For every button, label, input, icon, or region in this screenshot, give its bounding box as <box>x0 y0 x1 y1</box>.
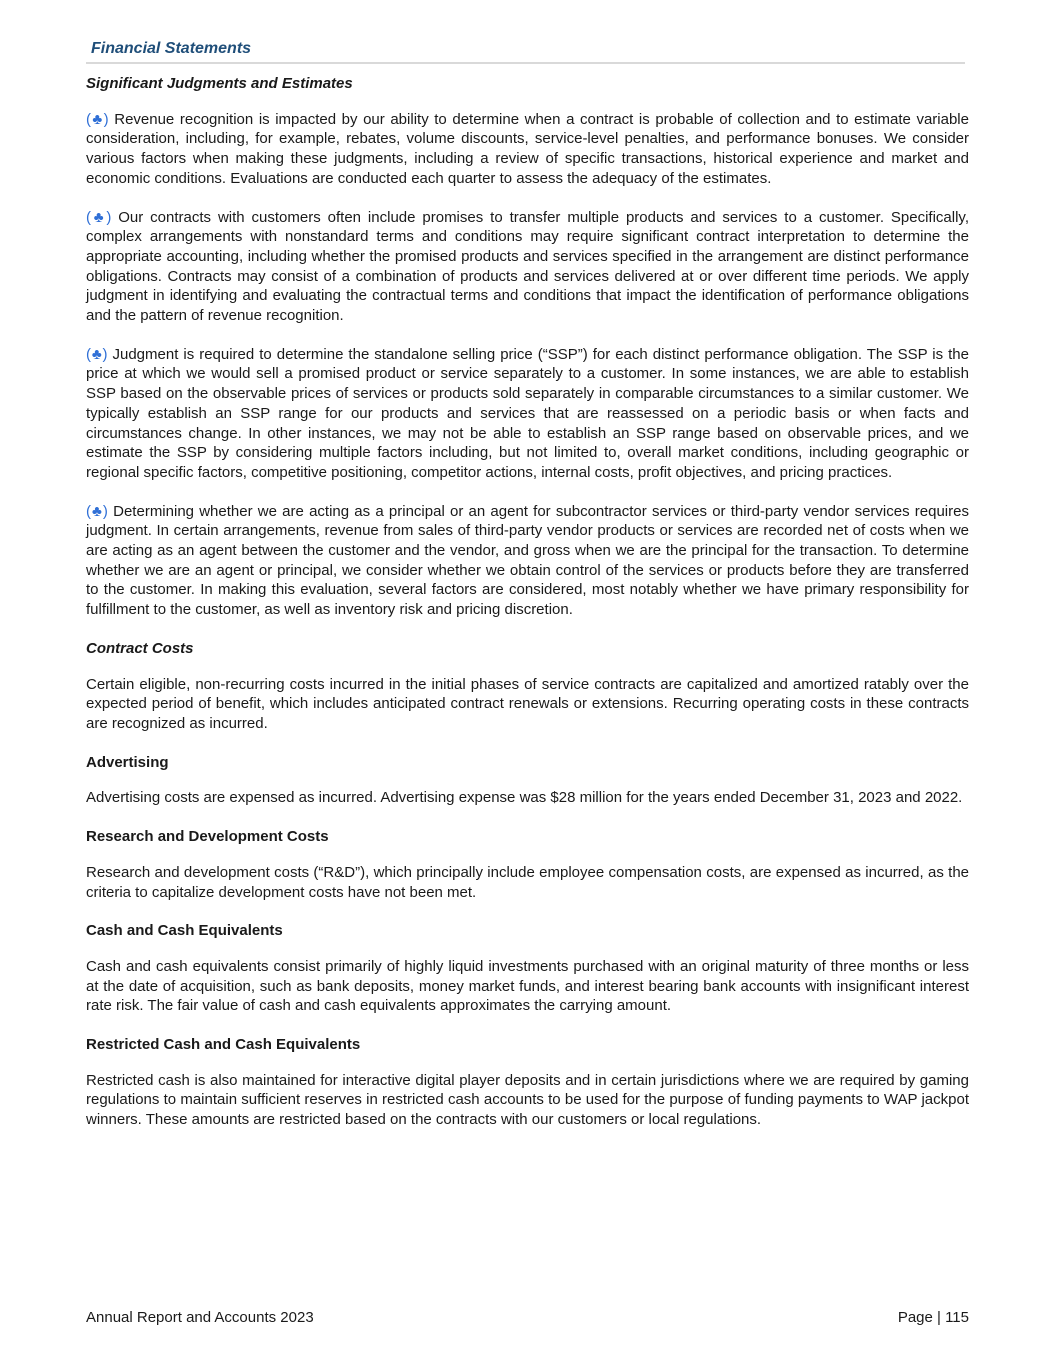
club-marker: (♣) <box>86 110 109 128</box>
footer-page-number: Page | 115 <box>897 1309 969 1326</box>
advertising-body: Advertising costs are expensed as incurred. Advertising expense was $28 million for the years ended December 31, 2023 and 2022. <box>86 789 963 807</box>
restricted-cash-body: Restricted cash is also maintained for interactive digital player deposits and in certain jurisdictions where we are required by gaming regulations to maintain sufficient reserves in restricted cash accounts to be used for the purpose of funding payments to WAP jackpot winners. These amounts are restricted based on the contracts with our customers or local regulations. <box>86 1071 969 1129</box>
club-marker: (♣) <box>86 208 112 226</box>
cash-heading: Cash and Cash Equivalents <box>86 922 283 940</box>
page-content <box>86 74 969 1149</box>
judgments-paragraph-2 <box>86 208 969 326</box>
advertising-heading: Advertising <box>86 753 169 771</box>
judgments-paragraph-3 <box>86 345 969 483</box>
paragraph-text: Revenue recognition is impacted by our ability to determine when a contract is probable of collection and to estimate variable consideration, including, for example, rebates, volume discounts, service-level penalties, and performance bonuses. We consider various factors when making these judgments, including a review of specific transactions, historical experience and market and economic conditions. Evaluations are conducted each quarter to assess the adequacy of the estimates. <box>86 110 969 187</box>
club-marker: (♣) <box>86 502 108 520</box>
header-title: Financial Statements <box>91 40 252 57</box>
footer-report-title: Annual Report and Accounts 2023 <box>86 1309 314 1326</box>
judgments-heading: Significant Judgments and Estimates <box>86 75 353 92</box>
restricted-cash-heading: Restricted Cash and Cash Equivalents <box>86 1036 361 1054</box>
rnd-heading: Research and Development Costs <box>86 828 329 846</box>
judgments-paragraph-1 <box>86 110 969 189</box>
paragraph-text: Judgment is required to determine the standalone selling price (“SSP”) for each distinct performance obligation. The SSP is the price at which we would sell a promised product or service separately to a customer. In some instances, we are able to establish SSP based on the observable prices of services or products sold separately in comparable circumstances to a similar customer. We typically establish an SSP range for our products and services that are reassessed on a periodic basis or when facts and circumstances change. In other instances, we may not be able to establish an SSP range based on observable prices, and we estimate the SSP by considering multiple factors including, but not limited to, overall market conditions, including geographic or regional specific factors, competitive positioning, competitor actions, internal costs, profit objectives, and pricing practices. <box>86 345 969 481</box>
paragraph-text: Determining whether we are acting as a principal or an agent for subcontractor services or third-party vendor services requires judgment. In certain arrangements, revenue from sales of third-party vendor products or services are recorded net of costs when we are acting as an agent between the customer and the vendor, and gross when we are the principal for the transaction. To determine whether we are an agent or principal, we consider whether we obtain control of the services or products before they are transferred to the customer. In making this evaluation, several factors are considered, most notably whether we have primary responsibility for fulfillment to the customer, as well as inventory risk and pricing discretion. <box>86 502 969 619</box>
club-marker: (♣) <box>86 345 108 363</box>
judgments-paragraph-4 <box>86 502 969 620</box>
cash-body: Cash and cash equivalents consist primarily of highly liquid investments purchased with an original maturity of three months or less at the date of acquisition, such as bank deposits, money market funds, and interest bearing bank accounts with insignificant interest rate risk. The fair value of cash and cash equivalents approximates the carrying amount. <box>86 957 969 1015</box>
rnd-body: Research and development costs (“R&D”), which principally include employee compensation costs, are expensed as incurred, as the criteria to capitalize development costs have not been met. <box>86 863 969 901</box>
contract-costs-body: Certain eligible, non-recurring costs incurred in the initial phases of service contracts are capitalized and amortized ratably over the expected period of benefit, which includes anticipated contract renewals or extensions. Recurring operating costs in these contracts are recognized as incurred. <box>86 675 969 732</box>
header-rule <box>86 62 965 64</box>
paragraph-text: Our contracts with customers often include promises to transfer multiple products and services to a customer. Specifically, complex arrangements with nonstandard terms and conditions may require significant contract interpretation to determine the appropriate accounting, including whether the promised products and services specified in the arrangement are distinct performance obligations. Contracts may consist of a combination of products and services delivered at or over different time periods. We apply judgment in identifying and evaluating the contractual terms and conditions that impact the identification of performance obligations and the pattern of revenue recognition. <box>86 208 969 325</box>
contract-costs-heading: Contract Costs <box>86 639 194 657</box>
